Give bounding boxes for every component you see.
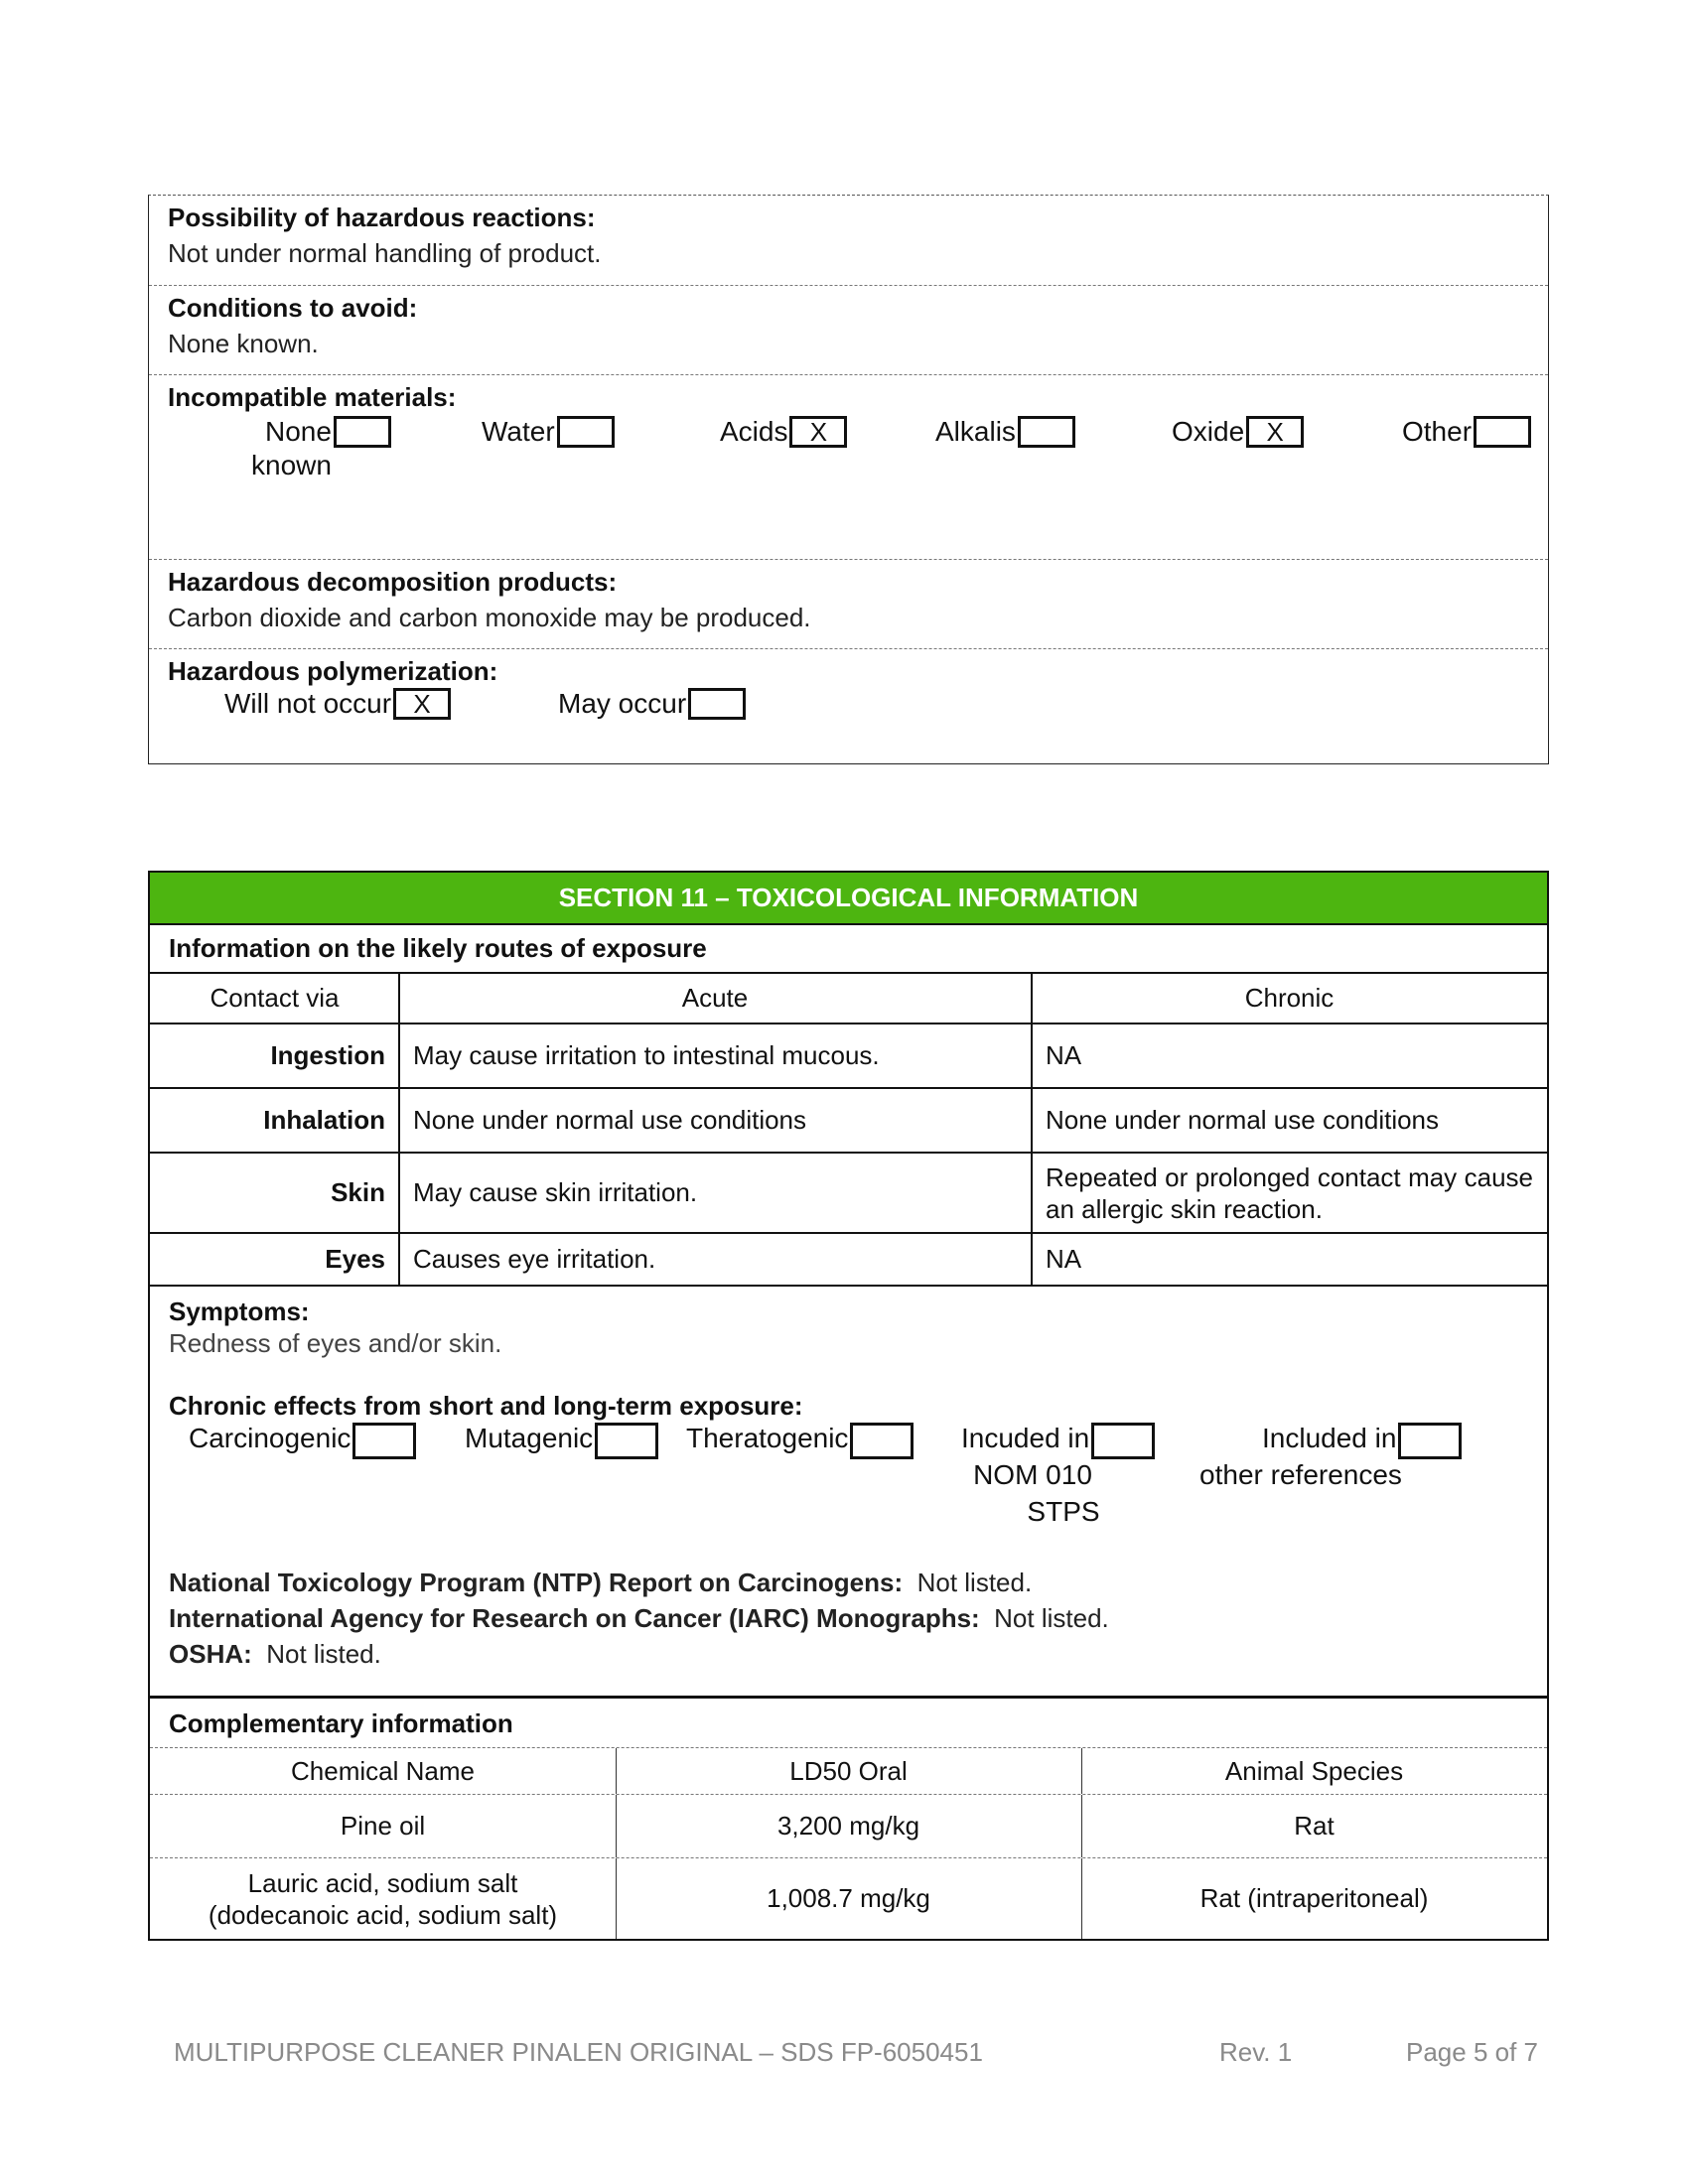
stps-sublabel: STPS: [1027, 1496, 1100, 1527]
option-label: None: [265, 416, 332, 447]
listing-label: OSHA:: [169, 1639, 252, 1669]
option-label: Water: [482, 416, 555, 447]
chronic-other-references: [1262, 1423, 1462, 1459]
table-row: [150, 1087, 1547, 1152]
checkbox-alkalis[interactable]: [1018, 416, 1075, 448]
complementary-header-row: [150, 1747, 1547, 1794]
incompatible-row: [149, 374, 1548, 559]
option-label: Oxide: [1172, 416, 1245, 447]
checkbox-acids[interactable]: X: [789, 416, 847, 448]
routes-title-row: [150, 923, 1547, 972]
ld50-value: 1,008.7 mg/kg: [767, 1883, 930, 1913]
listing-ntp: [169, 1568, 1032, 1598]
checkbox-carcinogenic[interactable]: [352, 1423, 416, 1459]
route-acute: Causes eye irritation.: [413, 1244, 656, 1274]
route-chronic: Repeated or prolonged contact may cause an allergic skin reaction.: [1046, 1161, 1533, 1224]
polymerization-label: Hazardous polymerization:: [168, 656, 498, 686]
route-acute: May cause skin irritation.: [413, 1177, 698, 1207]
chronic-effects-label: Chronic effects from short and long-term exposure:: [169, 1391, 803, 1421]
col-species: Animal Species: [1224, 1755, 1404, 1786]
checkbox-none[interactable]: [334, 416, 391, 448]
footer-document-title: MULTIPURPOSE CLEANER PINALEN ORIGINAL – SDS FP-6050451: [174, 2037, 983, 2067]
routes-header-row: [150, 972, 1547, 1023]
incompatible-other: [1402, 416, 1531, 448]
listing-value: Not listed.: [266, 1639, 381, 1669]
option-label: Incuded in: [961, 1423, 1090, 1453]
complementary-title-row: [150, 1696, 1547, 1747]
routes-title: Information on the likely routes of exposure: [169, 933, 707, 963]
route-via: Ingestion: [270, 1040, 385, 1070]
table-row: [150, 1232, 1547, 1285]
chemical-name-line2: (dodecanoic acid, sodium salt): [208, 1899, 558, 1930]
option-label: Acids: [720, 416, 788, 447]
table-row: [150, 1152, 1547, 1232]
complementary-title: Complementary information: [169, 1708, 513, 1738]
col-chronic: Chronic: [1244, 983, 1335, 1013]
table-row: [150, 1794, 1547, 1857]
chronic-carcinogenic: [189, 1423, 416, 1459]
incompatible-oxide: [1172, 416, 1304, 448]
hazardous-reactions-row: [149, 196, 1548, 285]
incompatible-alkalis: [935, 416, 1075, 448]
polymerization-will-not: [224, 688, 451, 720]
checkbox-nom-010[interactable]: [1091, 1423, 1155, 1459]
checkbox-oxide[interactable]: X: [1246, 416, 1304, 448]
table-row: [150, 1857, 1547, 1939]
listing-label: National Toxicology Program (NTP) Report on Carcinogens:: [169, 1568, 904, 1597]
route-via: Inhalation: [263, 1105, 385, 1135]
table-row: [150, 1023, 1547, 1087]
nom-010-sublabel: NOM 010: [973, 1459, 1092, 1490]
listing-value: Not listed.: [994, 1603, 1109, 1633]
route-acute: May cause irritation to intestinal mucous.: [413, 1040, 880, 1070]
route-chronic: NA: [1046, 1244, 1082, 1274]
conditions-label: Conditions to avoid:: [168, 293, 418, 323]
animal-species: Rat (intraperitoneal): [1199, 1883, 1429, 1913]
option-label: Carcinogenic: [189, 1423, 352, 1453]
checkbox-water[interactable]: [557, 416, 615, 448]
decomposition-label: Hazardous decomposition products:: [168, 567, 618, 597]
option-label: Included in: [1262, 1423, 1397, 1453]
col-contact-via: Contact via: [210, 983, 340, 1013]
symptoms-block: [150, 1285, 1547, 1696]
incompatible-water: [482, 416, 615, 448]
polymerization-row: [149, 648, 1548, 763]
listing-value: Not listed.: [916, 1568, 1033, 1597]
checkbox-will-not-occur[interactable]: X: [393, 688, 451, 720]
route-chronic: NA: [1046, 1040, 1082, 1070]
col-acute: Acute: [681, 983, 749, 1013]
route-chronic: None under normal use conditions: [1046, 1105, 1440, 1135]
checkbox-mutagenic[interactable]: [595, 1423, 658, 1459]
listing-label: International Agency for Research on Cancer (IARC) Monographs:: [169, 1603, 980, 1633]
chemical-name-line1: Lauric acid, sodium salt: [247, 1867, 518, 1898]
listing-iarc: [169, 1603, 1109, 1634]
hazardous-reactions-value: Not under normal handling of product.: [168, 238, 602, 268]
symptoms-value: Redness of eyes and/or skin.: [169, 1328, 502, 1358]
ld50-value: 3,200 mg/kg: [776, 1811, 920, 1841]
incompatible-acids: [720, 416, 847, 448]
checkbox-theratogenic[interactable]: [850, 1423, 914, 1459]
conditions-value: None known.: [168, 329, 319, 358]
route-via: Skin: [331, 1177, 385, 1207]
footer-revision: Rev. 1: [1219, 2037, 1293, 2067]
conditions-row: [149, 285, 1548, 374]
section-11-header: SECTION 11 – TOXICOLOGICAL INFORMATION: [150, 873, 1547, 925]
hazardous-reactions-label: Possibility of hazardous reactions:: [168, 203, 596, 232]
col-ld50: LD50 Oral: [789, 1755, 908, 1786]
option-label: Mutagenic: [465, 1423, 594, 1453]
reactivity-box: [148, 195, 1549, 764]
checkbox-may-occur[interactable]: [688, 688, 746, 720]
route-via: Eyes: [325, 1244, 385, 1274]
animal-species: Rat: [1294, 1811, 1335, 1841]
incompatible-none: [265, 416, 391, 448]
option-label: May occur: [558, 688, 687, 719]
col-chemical-name: Chemical Name: [291, 1755, 475, 1786]
chemical-name: Pine oil: [340, 1811, 426, 1841]
chronic-theratogenic: [686, 1423, 914, 1459]
checkbox-other[interactable]: [1474, 416, 1531, 448]
footer-page-number: Page 5 of 7: [1406, 2037, 1538, 2067]
route-acute: None under normal use conditions: [413, 1105, 807, 1135]
decomposition-value: Carbon dioxide and carbon monoxide may be produced.: [168, 603, 811, 632]
decomposition-row: [149, 559, 1548, 648]
section-11-box: [148, 871, 1549, 1941]
option-label: Will not occur: [224, 688, 392, 719]
incompatible-none-sublabel: known: [251, 450, 332, 480]
chronic-mutagenic: [465, 1423, 658, 1459]
other-references-sublabel: other references: [1199, 1459, 1402, 1490]
symptoms-label: Symptoms:: [169, 1297, 310, 1326]
chemical-name: [150, 1858, 616, 1939]
chronic-nom-010: [961, 1423, 1155, 1459]
checkbox-other-references[interactable]: [1398, 1423, 1462, 1459]
listing-osha: [169, 1639, 381, 1670]
option-label: Other: [1402, 416, 1473, 447]
option-label: Alkalis: [935, 416, 1016, 447]
polymerization-may: [558, 688, 746, 720]
incompatible-label: Incompatible materials:: [168, 382, 457, 412]
option-label: Theratogenic: [686, 1423, 849, 1453]
